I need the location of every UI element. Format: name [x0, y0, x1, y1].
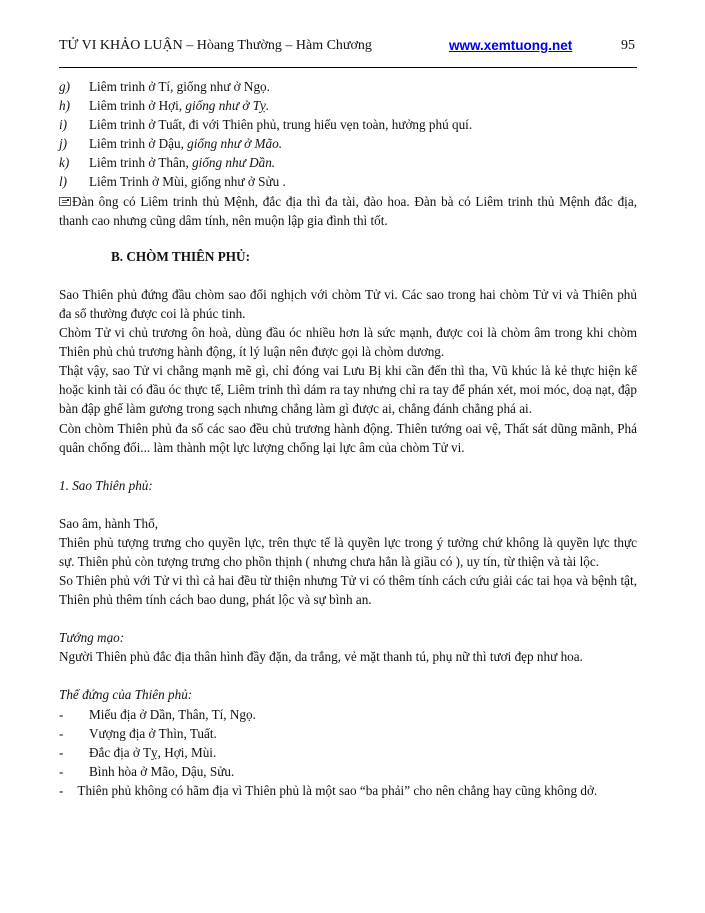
list-marker: h)	[59, 98, 70, 114]
positions-heading: Thế đứng của Thiên phủ:	[59, 687, 193, 703]
paragraph: Sao Thiên phủ đứng đầu chòm sao đối nghịch với chòm Tử vi. Các sao trong hai chòm Tử vi và Thiên phủ đa số thường được coi là phúc tinh.	[59, 286, 637, 321]
dash-marker: -	[59, 725, 64, 741]
list-text: Liêm trinh ở Dậu,	[89, 136, 188, 152]
paragraph: So Thiên phủ với Tử vi thì cả hai đều từ thiện nhưng Tử vi có thêm tính cách cứu giải các tai họa và bệnh tật, Thiên phủ thêm tính cách bao dung, phát lộc và sự bình an.	[59, 573, 637, 608]
paragraph: Còn chòm Thiên phủ đa số các sao đều chủ trương hành động. Thiên tướng oai vệ, Thất sát dũng mãnh, Phá quân chống đối... làm thành một lực lượng chống lại lực âm của chòm Tử vi.	[59, 420, 637, 455]
list-item	[59, 134, 637, 153]
list-text: Liêm Trinh ở Mùi, giống như ở Sửu .	[89, 174, 286, 190]
list-italic-text: giống như Dần.	[192, 155, 276, 171]
list-marker: g)	[59, 79, 70, 94]
note-paragraph	[59, 192, 637, 230]
page-header	[59, 38, 637, 60]
list-marker: l)	[59, 174, 68, 190]
page-number: 95	[621, 38, 635, 53]
position-text: Bình hòa ở Mão, Dậu, Sửu.	[89, 763, 235, 779]
position-item	[59, 724, 637, 743]
list-item	[59, 115, 637, 134]
list-italic-text: giống như ở Mão.	[187, 136, 282, 152]
position-text: Đắc địa ở Tỵ, Hợi, Mùi.	[89, 744, 217, 760]
page-content	[59, 77, 637, 800]
section-heading: B. CHÒM THIÊN PHỦ:	[111, 248, 250, 264]
position-text: Miếu địa ở Dần, Thân, Tí, Ngọ.	[89, 706, 256, 722]
website-link[interactable]: www.xemtuong.net	[449, 38, 573, 53]
header-divider	[59, 67, 637, 68]
list-marker: j)	[59, 136, 68, 152]
position-text: Vượng địa ở Thìn, Tuất.	[89, 725, 217, 741]
dash-marker: -	[59, 706, 64, 722]
list-text: Liêm trinh ở Tuất, đi với Thiên phủ, trung hiếu vẹn toàn, hưởng phú quí.	[89, 117, 473, 133]
list-italic-text: giống như ở Tỵ.	[185, 98, 270, 114]
position-item	[59, 705, 637, 724]
paragraph: Chòm Tử vi chủ trương ôn hoà, dùng đầu óc nhiều hơn là sức mạnh, được coi là chòm âm trong khi chòm Thiên phủ chủ trương hành động, ít lý luận nên được gọi là chòm dương.	[59, 325, 637, 360]
note-text: Đàn ông có Liêm trinh thủ Mệnh, đắc địa thì đa tài, đào hoa. Đàn bà có Liêm trinh thủ Mệnh đắc địa, thanh cao nhưng cũng dâm tính, nên muộn lập gia đình thì tốt.	[59, 193, 637, 228]
appearance-heading: Tướng mạo:	[59, 630, 125, 646]
list-text: Liêm trinh ở Tí, giống như ở Ngọ.	[89, 79, 270, 94]
paragraph: Thật vậy, sao Tử vi chẳng mạnh mẽ gì, chỉ đóng vai Lưu Bị khi cần đến thì tha, Vũ khúc là kẻ thực hiện kế hoặc kinh tài có đầu óc thực tế, Liêm trinh thì dám ra tay nhưng chỉ ra tay để phán xét, moi móc, doạ nạt, đập bàn đập ghế làm gương trong sạch nhưng chẳng làm gì được ai, chẳng đánh chẳng phá ai.	[59, 363, 637, 417]
paragraph: Sao âm, hành Thổ,	[59, 515, 159, 531]
list-item	[59, 172, 637, 191]
paragraph: Thiên phủ tượng trưng cho quyền lực, trên thực tế là quyền lực trong ý tưởng chứ không là quyền lực thực sự. Thiên phủ còn tượng trưng cho phồn thịnh ( nhưng chưa hẳn là giầu có ), uy tín, từ thiện và tài lộc.	[59, 534, 637, 569]
list-marker: k)	[59, 155, 70, 171]
dash-marker: -	[59, 782, 64, 798]
list-item	[59, 77, 637, 96]
position-item-last	[59, 781, 637, 800]
subsection-heading: 1. Sao Thiên phủ:	[59, 477, 153, 493]
dash-marker: -	[59, 744, 64, 760]
list-item	[59, 96, 637, 115]
list-marker: i)	[59, 117, 68, 133]
note-icon	[59, 197, 71, 206]
position-text: Thiên phủ không có hãm địa vì Thiên phủ là một sao “ba phải” cho nên chẳng hay cũng không dở.	[77, 782, 598, 798]
appearance-text: Người Thiên phủ đắc địa thân hình đầy đặn, da trắng, vẻ mặt thanh tú, phụ nữ thì tươi đẹp như hoa.	[59, 649, 583, 665]
list-text: Liêm trinh ở Thân,	[89, 155, 193, 171]
dash-marker: -	[59, 763, 64, 779]
position-item	[59, 743, 637, 762]
list-item	[59, 153, 637, 172]
list-text: Liêm trinh ở Hợi,	[89, 98, 186, 114]
position-item	[59, 762, 637, 781]
book-title: TỬ VI KHẢO LUẬN – Hòang Thường – Hàm Chương	[59, 38, 372, 53]
